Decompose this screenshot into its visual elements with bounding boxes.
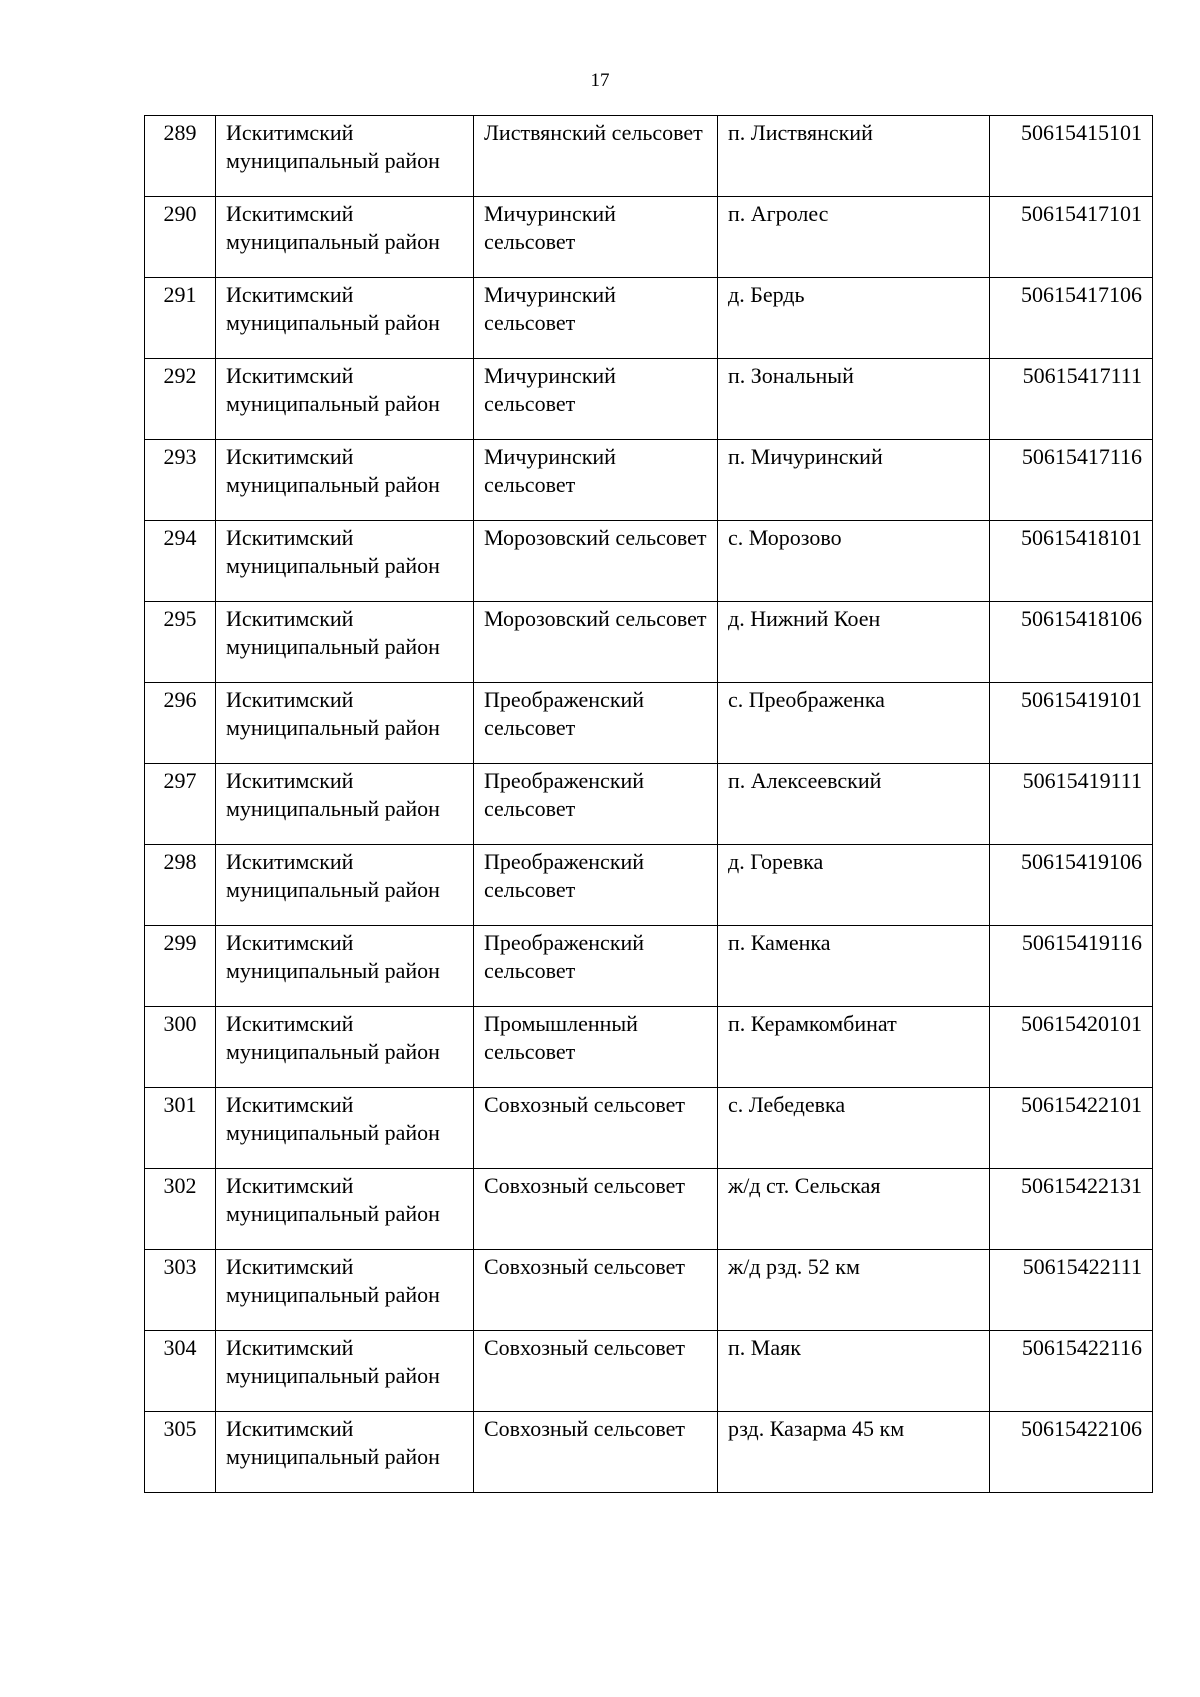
settlement-cell: п. Агролес [718,197,990,278]
oktmo-code-cell: 50615420101 [990,1007,1153,1088]
district-cell: Искитимский муниципальный район [216,926,474,1007]
council-cell: Преображенский сельсовет [474,764,718,845]
council-cell: Совхозный сельсовет [474,1412,718,1493]
table-row [145,1007,1153,1088]
council-cell: Мичуринский сельсовет [474,197,718,278]
district-cell: Искитимский муниципальный район [216,1007,474,1088]
oktmo-code-cell: 50615417101 [990,197,1153,278]
row-number-cell: 293 [145,440,216,521]
row-number-cell: 298 [145,845,216,926]
table-row [145,1250,1153,1331]
row-number-cell: 296 [145,683,216,764]
settlement-cell: п. Алексеевский [718,764,990,845]
district-cell: Искитимский муниципальный район [216,1088,474,1169]
council-cell: Совхозный сельсовет [474,1088,718,1169]
row-number-cell: 299 [145,926,216,1007]
row-number-cell: 291 [145,278,216,359]
row-number-cell: 305 [145,1412,216,1493]
oktmo-code-cell: 50615415101 [990,116,1153,197]
table-row [145,116,1153,197]
settlements-table [144,115,1153,1493]
council-cell: Промышленный сельсовет [474,1007,718,1088]
settlement-cell: п. Листвянский [718,116,990,197]
district-cell: Искитимский муниципальный район [216,197,474,278]
table-row [145,1412,1153,1493]
row-number-cell: 297 [145,764,216,845]
oktmo-code-cell: 50615417106 [990,278,1153,359]
district-cell: Искитимский муниципальный район [216,1169,474,1250]
table-row [145,359,1153,440]
council-cell: Преображенский сельсовет [474,683,718,764]
table-row [145,764,1153,845]
row-number-cell: 303 [145,1250,216,1331]
oktmo-code-cell: 50615419101 [990,683,1153,764]
table-row [145,1088,1153,1169]
table-row [145,440,1153,521]
district-cell: Искитимский муниципальный район [216,359,474,440]
council-cell: Морозовский сельсовет [474,602,718,683]
council-cell: Мичуринский сельсовет [474,440,718,521]
row-number-cell: 292 [145,359,216,440]
table-row [145,521,1153,602]
row-number-cell: 289 [145,116,216,197]
table-row [145,278,1153,359]
table-body [145,116,1153,1493]
district-cell: Искитимский муниципальный район [216,845,474,926]
council-cell: Мичуринский сельсовет [474,359,718,440]
oktmo-code-cell: 50615419111 [990,764,1153,845]
row-number-cell: 301 [145,1088,216,1169]
oktmo-code-cell: 50615418106 [990,602,1153,683]
oktmo-code-cell: 50615422101 [990,1088,1153,1169]
settlement-cell: с. Морозово [718,521,990,602]
page-number: 17 [590,70,610,91]
council-cell: Морозовский сельсовет [474,521,718,602]
council-cell: Листвянский сельсовет [474,116,718,197]
district-cell: Искитимский муниципальный район [216,602,474,683]
table-row [145,845,1153,926]
oktmo-code-cell: 50615422106 [990,1412,1153,1493]
settlement-cell: д. Горевка [718,845,990,926]
district-cell: Искитимский муниципальный район [216,521,474,602]
settlement-cell: ж/д рзд. 52 км [718,1250,990,1331]
district-cell: Искитимский муниципальный район [216,1331,474,1412]
council-cell: Совхозный сельсовет [474,1169,718,1250]
settlement-cell: с. Преображенка [718,683,990,764]
settlement-cell: рзд. Казарма 45 км [718,1412,990,1493]
row-number-cell: 294 [145,521,216,602]
settlement-cell: п. Мичуринский [718,440,990,521]
table-row [145,1169,1153,1250]
oktmo-code-cell: 50615419116 [990,926,1153,1007]
district-cell: Искитимский муниципальный район [216,683,474,764]
settlement-cell: с. Лебедевка [718,1088,990,1169]
council-cell: Совхозный сельсовет [474,1250,718,1331]
district-cell: Искитимский муниципальный район [216,1412,474,1493]
council-cell: Мичуринский сельсовет [474,278,718,359]
row-number-cell: 290 [145,197,216,278]
table-row [145,197,1153,278]
district-cell: Искитимский муниципальный район [216,116,474,197]
settlement-cell: ж/д ст. Сельская [718,1169,990,1250]
oktmo-code-cell: 50615419106 [990,845,1153,926]
district-cell: Искитимский муниципальный район [216,764,474,845]
oktmo-code-cell: 50615422131 [990,1169,1153,1250]
district-cell: Искитимский муниципальный район [216,440,474,521]
oktmo-code-cell: 50615418101 [990,521,1153,602]
oktmo-code-cell: 50615417111 [990,359,1153,440]
settlement-cell: п. Зональный [718,359,990,440]
table-row [145,1331,1153,1412]
district-cell: Искитимский муниципальный район [216,1250,474,1331]
settlement-cell: п. Каменка [718,926,990,1007]
oktmo-code-cell: 50615422111 [990,1250,1153,1331]
oktmo-code-cell: 50615417116 [990,440,1153,521]
oktmo-code-cell: 50615422116 [990,1331,1153,1412]
council-cell: Преображенский сельсовет [474,926,718,1007]
table-row [145,602,1153,683]
row-number-cell: 295 [145,602,216,683]
table-row [145,926,1153,1007]
council-cell: Преображенский сельсовет [474,845,718,926]
settlement-cell: д. Бердь [718,278,990,359]
council-cell: Совхозный сельсовет [474,1331,718,1412]
settlement-cell: п. Керамкомбинат [718,1007,990,1088]
settlement-cell: п. Маяк [718,1331,990,1412]
row-number-cell: 304 [145,1331,216,1412]
settlement-cell: д. Нижний Коен [718,602,990,683]
row-number-cell: 300 [145,1007,216,1088]
district-cell: Искитимский муниципальный район [216,278,474,359]
row-number-cell: 302 [145,1169,216,1250]
table-row [145,683,1153,764]
